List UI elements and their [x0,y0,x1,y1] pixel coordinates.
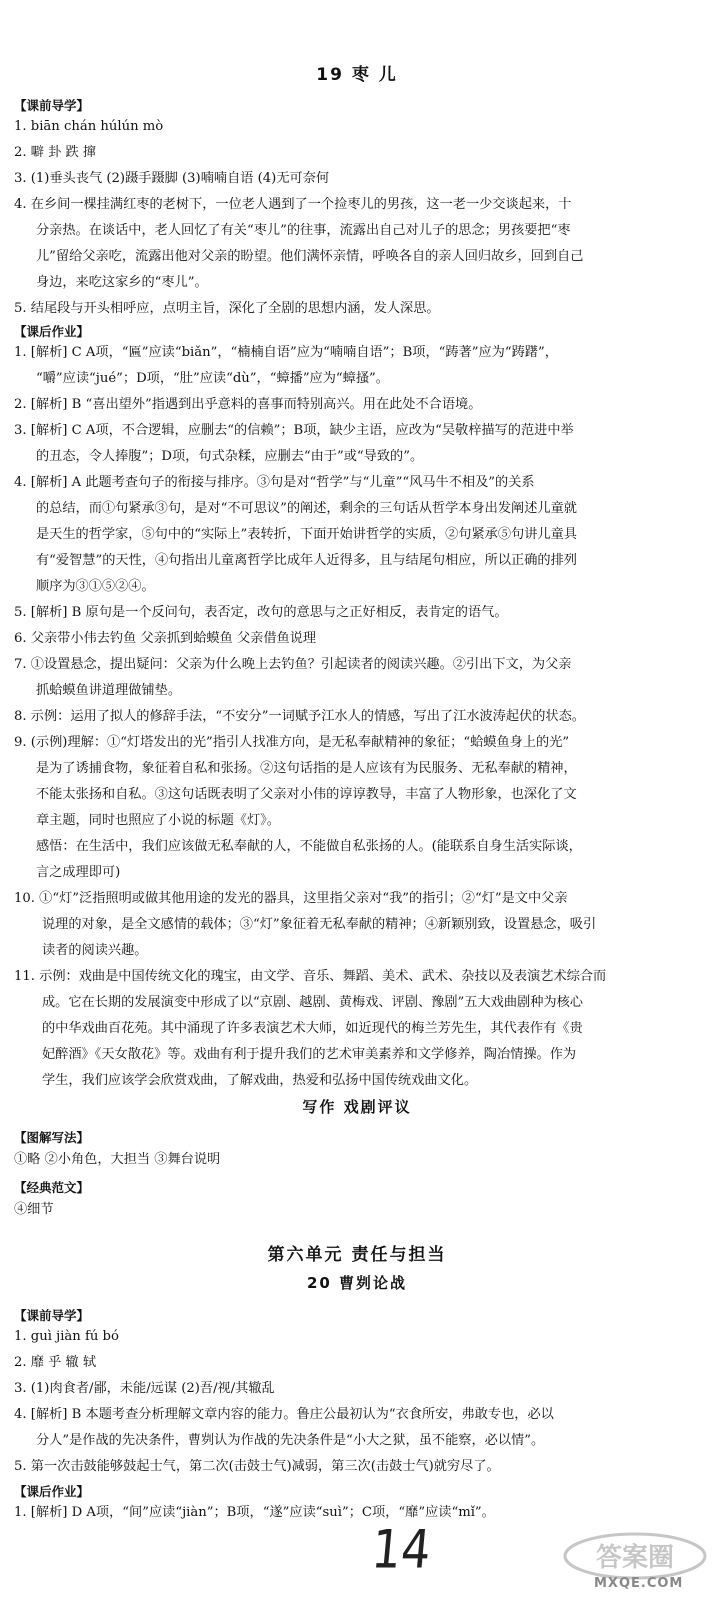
classic-essay-heading: 【经典范文】 [14,1180,90,1195]
pre-study-item-5: 5. 结尾段与开头相呼应，点明主旨，深化了全剧的思想内涵，发人深思。 [14,301,440,316]
homework-item-9-line-3: 不能太张扬和自私。③这句话既表明了父亲对小伟的谆谆教导，丰富了人物形象，也深化了文 [36,787,577,802]
homework-item-9-line-4: 章主题，同时也照应了小说的标题《灯》。 [36,813,280,828]
homework-item-11-line-3: 的中华戏曲百花苑。其中涌现了许多表演艺术大师，如近现代的梅兰芳先生，其代表作有《贵 [42,1021,583,1036]
handwritten-page-number: 14 [369,1517,434,1581]
homework-item-2: 2. [解析] B “喜出望外”指遇到出乎意料的喜事而特别高兴。用在此处不合语境。 [14,397,482,412]
homework-item-5: 5. [解析] B 原句是一个反问句，表否定，改句的意思与之正好相反，表肯定的语气。 [14,605,508,620]
homework-item-1-line-1: 1. [解析] C A项，“匾”应读“biǎn”，“楠楠自语”应为“喃喃自语”；B项，“踌著”应为“踌躇”， [14,345,558,360]
pre-study-item-4-line-2: 分亲热。在谈话中，老人回忆了有关“枣儿”的往事，流露出自己对儿子的思念；男孩要把“枣 [36,223,571,238]
lesson-20-item-5: 5. 第一次击鼓能够鼓起士气，第二次(击鼓士气)减弱，第三次(击鼓士气)就穷尽了。 [14,1459,500,1474]
lesson-20-item-3: 3. (1)肉食者/鄙，未能/远谋 (2)吾/视/其辙乱 [14,1381,275,1396]
homework-item-9-line-2: 是为了诱捕食物，象征着自私和张扬。②这句话指的是人应该有为民服务、无私奉献的精神， [36,761,577,776]
watermark-text: MXQE.COM [594,1576,684,1591]
homework-item-10-line-1: 10. ①“灯”泛指照明或做其他用途的发光的器具，这里指父亲对“我”的指引；②“灯”是文中父亲 [14,891,568,906]
homework-item-11-line-5: 学生，我们应该学会欣赏戏曲，了解戏曲，热爱和弘扬中国传统戏曲文化。 [42,1073,478,1088]
homework-item-10-line-3: 读者的阅读兴趣。 [42,943,148,958]
homework-item-6: 6. 父亲带小伟去钓鱼 父亲抓到蛤蟆鱼 父亲借鱼说理 [14,631,317,646]
after-work-heading: 【课后作业】 [14,324,90,339]
writing-section-title: 写作 戏剧评议 [302,1098,412,1116]
pre-study-item-2: 2. 噼 卦 跌 撺 [14,145,97,160]
pre-study-item-4-line-1: 4. 在乡间一棵挂满红枣的老树下，一位老人遇到了一个捡枣儿的男孩，这一老一少交谈起来，十 [14,197,572,212]
classic-essay-answer: ④细节 [14,1202,54,1217]
homework-item-4-line-5: 顺序为③①⑤②④。 [36,579,155,594]
lesson-20-homework-1: 1. [解析] D A项，“间”应读“jiàn”；B项，“遂”应读“suì”；C项，“靡”应读“mǐ”。 [14,1505,495,1520]
homework-item-7-line-1: 7. ①设置悬念，提出疑问：父亲为什么晚上去钓鱼？引起读者的阅读兴趣。②引出下文，为父亲 [14,657,572,672]
homework-item-3-line-2: 的丑态，令人捧腹”；D项，句式杂糅，应删去“由于”或“导致的”。 [36,449,424,464]
homework-item-4-line-3: 是天生的哲学家，⑤句中的“实际上”表转折，下面开始讲哲学的实质，②句紧承⑤句讲儿童具 [36,527,577,542]
lesson-20-item-4-line-2: 分人”是作战的先决条件，曹刿认为作战的先决条件是“小大之狱，虽不能察，必以情”。 [36,1433,545,1448]
homework-item-8: 8. 示例：运用了拟人的修辞手法，“不安分”一词赋予江水人的情感，写出了江水波涛起伏的状态。 [14,709,585,724]
pre-study-item-1: 1. biān chán húlún mò [14,119,164,134]
homework-item-1-line-2: “嚼”应读“jué”；D项，“肚”应读“dù”，“蟑播”应为“蟑搔”。 [36,371,389,386]
lesson-20-item-1: 1. guì jiàn fú bó [14,1329,119,1344]
homework-item-10-line-2: 说理的对象，是全文感情的载体；③“灯”象征着无私奉献的精神；④新颖别致，设置悬念，吸引 [42,917,597,932]
pre-study-heading: 【课前导学】 [14,98,90,113]
lesson-20-item-4-line-1: 4. [解析] B 本题考查分析理解文章内容的能力。鲁庄公最初认为“衣食所安，弗敢专也，必以 [14,1407,554,1422]
homework-item-7-line-2: 抓蛤蟆鱼讲道理做铺垫。 [36,683,182,698]
diagram-method-heading: 【图解写法】 [14,1130,90,1145]
homework-item-9-line-6: 言之成理即可) [36,865,121,880]
pre-study-item-3: 3. (1)垂头丧气 (2)蹑手蹑脚 (3)喃喃自语 (4)无可奈何 [14,171,330,186]
homework-item-4-line-2: 的总结，而①句紧承③句，是对“不可思议”的阐述，剩余的三句话从哲学本身出发阐述儿童就 [36,501,577,516]
diagram-method-answers: ①略 ②小角色，大担当 ③舞台说明 [14,1152,221,1167]
homework-item-11-line-1: 11. 示例：戏曲是中国传统文化的瑰宝，由文学、音乐、舞蹈、美术、武术、杂技以及表演艺术综合而 [14,969,607,984]
pre-study-item-4-line-4: 身边，来吃这家乡的“枣儿”。 [36,275,208,290]
pre-study-item-4-line-3: 儿”留给父亲吃，流露出他对父亲的盼望。他们满怀亲情，呼唤各自的亲人回归故乡，回到自己 [36,249,584,264]
lesson-20-title: 20 曹刿论战 [306,1274,408,1292]
homework-item-11-line-4: 妃醉酒》《天女散花》等。戏曲有利于提升我们的艺术审美素养和文学修养，陶冶情操。作为 [42,1047,577,1062]
homework-item-4-line-1: 4. [解析] A 此题考查句子的衔接与排序。③句是对“哲学”与“儿童”“风马牛不相及”的关系 [14,475,535,490]
watermark-logo-text: 答案圈 [595,1543,675,1573]
homework-item-4-line-4: 有“爱智慧”的天性，④句指出儿童离哲学比成年人近得多，且与结尾句相应，所以正确的排列 [36,553,577,568]
lesson-20-item-2: 2. 靡 乎 辙 轼 [14,1355,97,1370]
homework-item-11-line-2: 成。它在长期的发展演变中形成了以“京剧、越剧、黄梅戏、评剧、豫剧”五大戏曲剧种为核心 [42,995,583,1010]
homework-item-3-line-1: 3. [解析] C A项，不合逻辑，应删去“的信赖”；B项，缺少主语，应改为“吴敬梓描写的范进中举 [14,423,574,438]
after-work-heading-2: 【课后作业】 [14,1484,90,1499]
unit-6-title: 第六单元 责任与担当 [267,1245,447,1265]
homework-item-9-line-1: 9. (示例)理解：①“灯塔发出的光”指引人找准方向，是无私奉献精神的象征；“蛤蟆鱼身上的光” [14,735,570,750]
pre-study-heading-2: 【课前导学】 [14,1308,90,1323]
lesson-19-title: 19 枣 儿 [316,65,398,85]
homework-item-9-line-5: 感悟：在生活中，我们应该做无私奉献的人，不能做自私张扬的人。(能联系自身生活实际谈， [36,839,582,854]
